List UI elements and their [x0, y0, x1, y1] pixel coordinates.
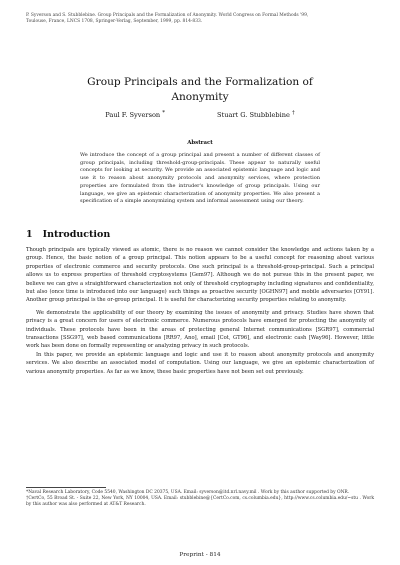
author-2	[217, 110, 295, 119]
paper-title-line-2: Anonymity	[171, 91, 229, 103]
section-heading	[26, 229, 326, 240]
abstract-text: We introduce the concept of a group principal and present a number of different classes of group principals, including threshold-group-principals. These appear to naturally useful concepts for looking at security. We provide an associated epistemic language and logic and use it to reason about anonymity protocols and anonymity services, where protection properties are formulated from the intruder's knowledge of group principals. Using our language, we give an epistemic characterization of anonymity properties. We also present a specification of a simple anonymizing system and informal assessment using our theory.	[80, 152, 320, 205]
section-title: Introduction	[42, 229, 111, 240]
page-footer: Preprint - 814	[179, 552, 221, 558]
paper-title-line-1: Group Principals and the Formalization of	[87, 76, 313, 88]
paragraph-2: We demonstrate the applicability of our theory by examining the issues of anonymity and privacy. Studies have shown that privacy is a great concern for users of electronic commerce. Numerous protocols have emerged for protecting the anonymity of individuals. These protocols have been in the areas of protecting general Internet communications [SGR97], commercial transactions [SSG97], web based communications [RR97, Ano], email [Cot, GT96], and electronic cash [Way96]. However, little work has been done on formally representing or analyzing privacy in such protocols.	[26, 309, 374, 350]
abstract-heading: Abstract	[187, 140, 213, 146]
paragraph-3: In this paper, we provide an epistemic language and logic and use it to reason about anonymity protocols and anonymity services. We also describe an associated model of computation. Using our language, we give an epistemic characterization of various anonymity properties. As far as we know, these basic properties have not been set out previously.	[26, 351, 374, 375]
footnote-divider	[26, 487, 106, 488]
author-2-name: Stuart G. Stubblebine	[217, 111, 290, 120]
author-1	[105, 110, 165, 119]
author-1-name: Paul F. Syverson	[105, 111, 161, 120]
citation-header: P. Syverson and S. Stubblebine. Group Principals and the Formalization of Anonymity. World Congress on Formal Methods '99, Toulouse, France, LNCS 1708, Springer-Verlag, September, 1999, pp. 814-833.	[26, 13, 309, 24]
author-2-footnote-mark: †	[291, 110, 295, 116]
author-1-footnote-mark: *	[162, 110, 166, 116]
author-list	[0, 110, 400, 119]
footnotes	[26, 490, 374, 508]
paragraph-1: Though principals are typically viewed as atomic, there is no reason we cannot consider the knowledge and actions taken by a group. Hence, the basic notion of a group principal. This notion appears to be a useful concept for reasoning about various properties of electronic commerce and security protocols. One such principal is a threshold-group-principal. Such a principal allows us to express properties of threshold cryptosystems [Gem97]. Although we do not pursue this in the present paper, we believe we can give a straightforward characterization not only of threshold cryptography including signatures and confidentiality, but also (once time is introduced into our language) such things as proactive security [OGHN97] and mobile adversaries [OY91]. Another group principal is the or-group principal. It is useful for characterizing security properties relating to anonymity.	[26, 247, 374, 304]
footnote-1: *Naval Research Laboratory, Code 5540, Washington DC 20375, USA. Email: syverson@itd.nrl.navy.mil . Work by this author supported by ONR.	[26, 490, 350, 495]
section-body	[26, 246, 374, 376]
footnote-2: †CertCo, 55 Broad St. - Suite 22, New York, NY 10004, USA. Email: stubblebine@{CertCo.com, cs.columbia.edu}, http://www.cs.columbia.edu/~stu . Work by this author was also performed at AT&T Research.	[26, 496, 374, 507]
section-number: 1	[26, 229, 33, 240]
paper-title	[0, 75, 400, 105]
